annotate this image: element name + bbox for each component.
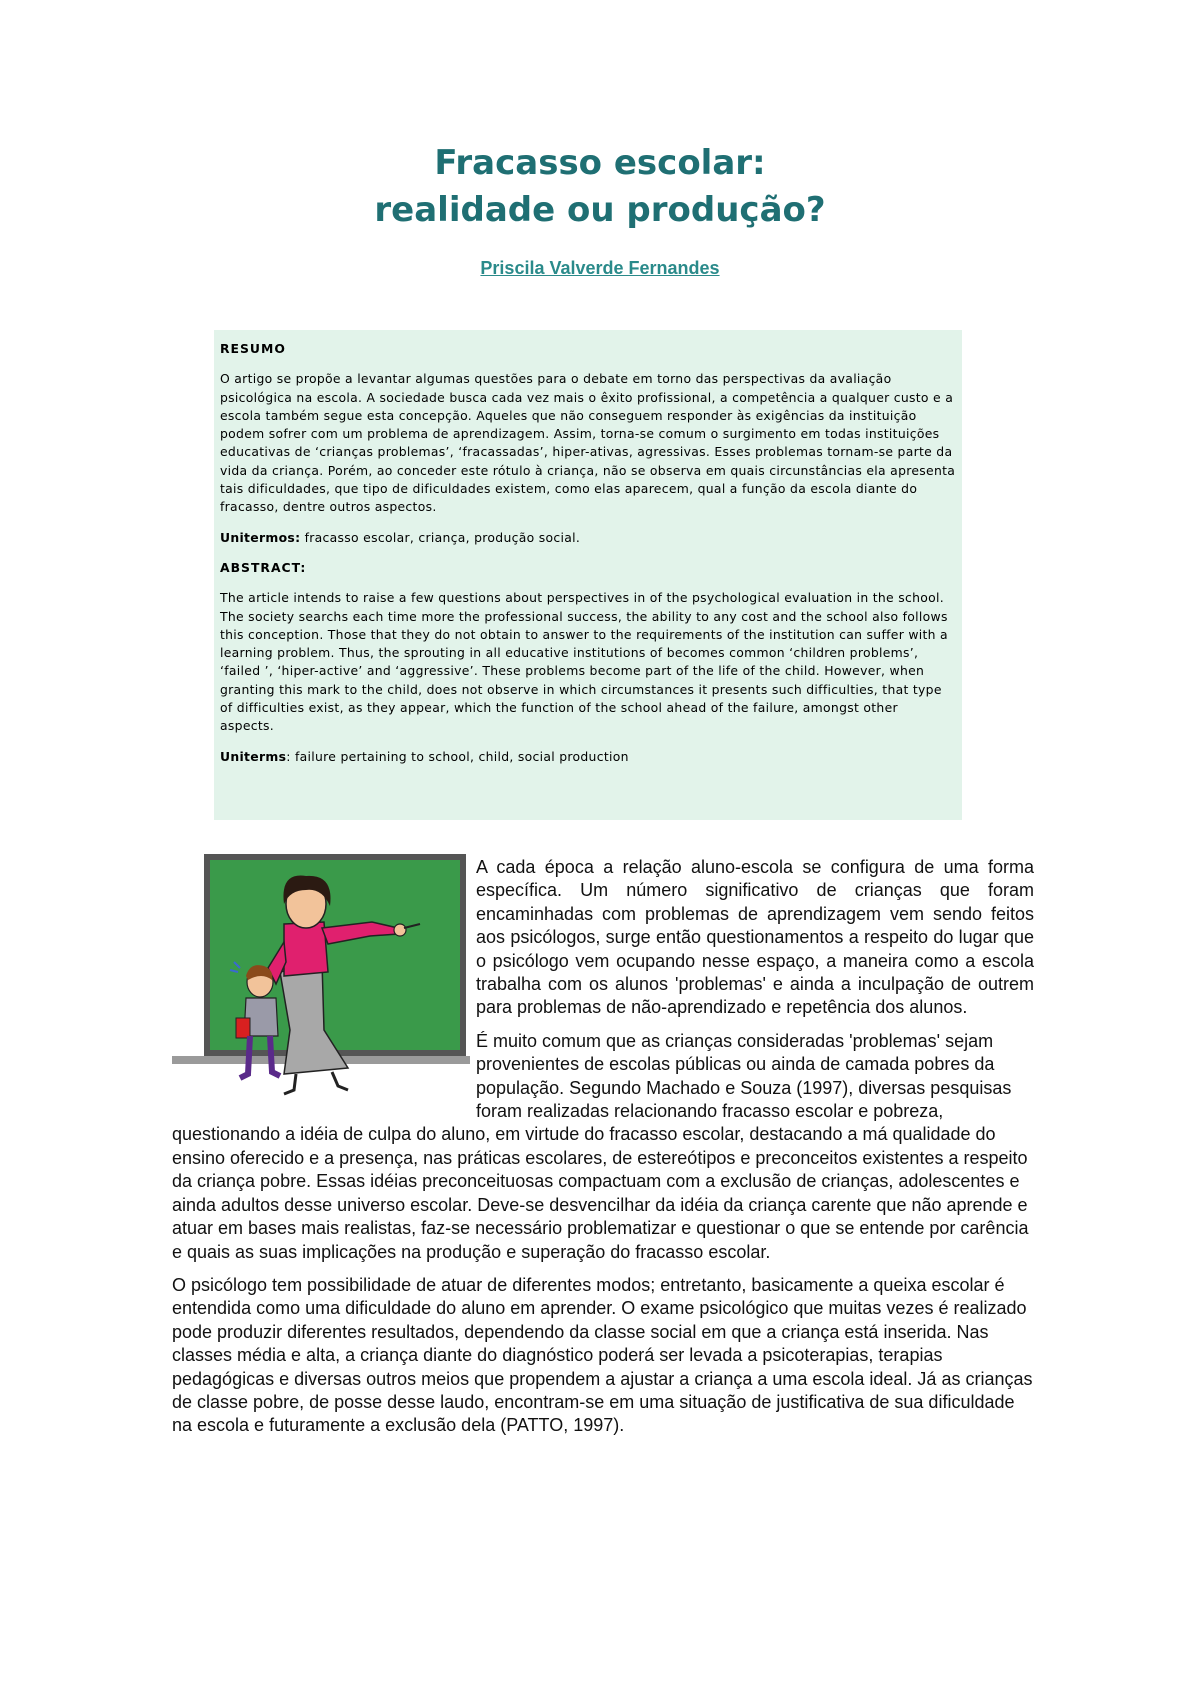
unitermos-line <box>220 529 956 547</box>
author-link[interactable]: Priscila Valverde Fernandes <box>480 258 720 278</box>
uniterms-text: : failure pertaining to school, child, social production <box>286 748 629 764</box>
body-paragraph-2: É muito comum que as crianças consideradas 'problemas' sejam provenientes de escolas públicas ou ainda de camada pobres da população. Segundo Machado e Souza (1997), diversas pesquisas foram realizadas relacionando fracasso escolar e pobreza, questionando a idéia de culpa do aluno, em virtude do fracasso escolar, destacando a má qualidade do ensino oferecido e a presença, nas práticas escolares, de estereótipos e preconceitos existentes a respeito da criança pobre. Essas idéias preconceituosas compactuam com a exclusão de crianças, adolescentes e ainda adultos desse universo escolar. Deve-se desvencilhar da idéia da criança carente que não aprende e atuar em bases mais realistas, faz-se necessário problematizar e questionar o que se entende por carência e quais as suas implicações na produção e superação do fracasso escolar. <box>172 1030 1029 1262</box>
abstract-box <box>214 330 962 820</box>
abstract-text: The article intends to raise a few questions about perspectives in of the psychological evaluation in the school. The society searchs each time more the professional success, the ability to any cost and the school also follows this conception. Those that they do not obtain to answer to the requirements of the institution can suffer with a learning problem. Thus, the sprouting in all educative institutions of becomes common ‘children problems’, ‘failed ’, ‘hiper-active’ and ‘aggressive’. These problems become part of the life of the child. However, when granting this mark to the child, does not observe in which circumstances it presents such difficulties, that type of difficulties exist, as they appear, which the function of the school ahead of the failure, amongst other aspects. <box>220 590 948 734</box>
title-line-1: Fracasso escolar: <box>434 143 766 183</box>
unitermos-label: Unitermos: <box>220 529 301 545</box>
unitermos-text: fracasso escolar, criança, produção social. <box>300 529 581 545</box>
title-line-2: realidade ou produção? <box>374 190 826 230</box>
article-body <box>172 856 1034 1448</box>
illustration-spacer <box>172 856 472 1112</box>
uniterms-line <box>220 748 956 766</box>
body-paragraph-3: O psicólogo tem possibilidade de atuar de diferentes modos; entretanto, basicamente a queixa escolar é entendida como uma dificuldade do aluno em aprender. O exame psicológico que muitas vezes é realizado pode produzir diferentes resultados, dependendo da classe social em que a criança está inserida. Nas classes média e alta, a criança diante do diagnóstico poderá ser levada a psicoterapias, terapias pedagógicas e diversas outros meios que propendem a ajustar a criança a uma escola ideal. Já as crianças de classe pobre, de posse desse laudo, encontram-se em uma situação de justificativa de sua dificuldade na escola e futuramente a exclusão dela (PATTO, 1997). <box>172 1274 1033 1436</box>
resumo-heading: RESUMO <box>220 341 286 356</box>
resumo-text: O artigo se propõe a levantar algumas questões para o debate em torno das perspectivas da avaliação psicológica na escola. A sociedade busca cada vez mais o êxito profissional, a competência a qualquer custo e a escola também segue esta concepção. Aqueles que não conseguem responder às exigências da instituição podem sofrer com um problema de aprendizagem. Assim, torna-se comum o surgimento em todas instituições educativas de ‘crianças problemas’, ‘fracassadas’, hiper-ativas, agressivas. Esses problemas tornam-se parte da vida da criança. Porém, ao conceder este rótulo à criança, não se observa em quais circunstâncias ela apresenta tais dificuldades, que tipo de dificuldades existem, como elas aparecem, qual a função da escola diante do fracasso, dentre outros aspectos. <box>220 371 956 515</box>
document-title <box>0 140 1200 234</box>
abstract-heading: ABSTRACT: <box>220 559 307 575</box>
uniterms-label: Uniterms <box>220 748 287 764</box>
body-paragraph-1: A cada época a relação aluno-escola se configura de uma forma específica. Um número significativo de crianças que foram encaminhadas com problemas de aprendizagem vem sendo feitos aos psicólogos, surge então questionamentos a respeito do lugar que o psicólogo vem ocupando nesse espaço, a maneira como a escola trabalha com os alunos 'problemas' e ainda a inculpação de outrem para problemas de não-aprendizado e repetência dos alunos. <box>476 857 1034 1018</box>
